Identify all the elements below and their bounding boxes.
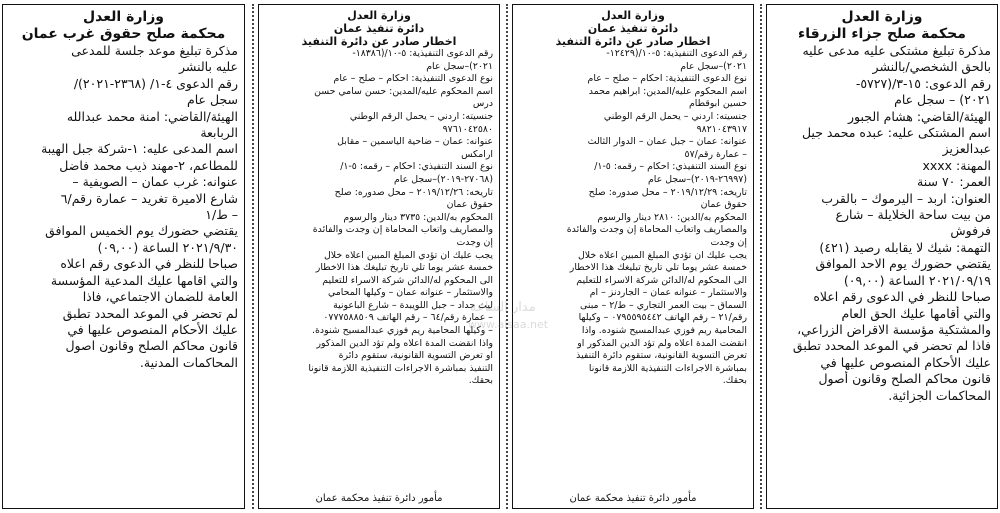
notice-line: المحكوم به/الدين: ٢٨١٠ دينار والرسوم <box>597 211 747 223</box>
notice-line: المحامية ريم فوزي عبدالمسيح شنوده. واذا <box>581 325 747 337</box>
notice-line: ٢٠٢١/٩/٣٠ الساعة (٠٩,٠٠) <box>97 239 238 255</box>
notice-header <box>773 9 991 43</box>
notice-line: عليك الأحكام المنصوص عليها في <box>67 321 238 337</box>
notice-signature: مأمور دائرة تنفيذ محكمة عمان <box>315 493 443 504</box>
notice-line: عنوانه: عمان – ضاحية الياسمين – مقابل <box>337 136 493 148</box>
notice-line: انقضت المدة اعلاه ولم تؤد الدين المذكور او <box>577 337 747 349</box>
notice-line: حقوق عمان <box>700 199 747 211</box>
notice-line: فرفوش <box>950 223 991 239</box>
department-title: دائرة تنفيذ عمان <box>333 22 425 35</box>
notice-line: رقم الدعوى التنفيذية: ٥-١٠/(١٢٤٢٩- <box>606 48 747 59</box>
notice-line: والمصاريف واتعاب المحاماة إن وجدت والفائدة <box>312 224 493 236</box>
watermark-url: www.alsaa.net <box>468 318 549 331</box>
notice-line: يجب عليك ان تؤدي المبلغ المبين اعلاه خلال <box>578 249 747 261</box>
notice-line: عليه بالنشر <box>179 59 238 75</box>
notice-line: صباحا للنظر في الدعوى رقم اعلاه <box>60 256 238 272</box>
notice-line: يجب عليك ان تؤدي المبلغ المبين اعلاه خلال <box>324 249 493 261</box>
ministry-title: وزارة العدل <box>601 9 665 22</box>
notice-signature: مأمور دائرة تنفيذ محكمة عمان <box>569 493 697 504</box>
notice-amman-execution-12429 <box>512 4 754 509</box>
department-title: دائرة تنفيذ عمان <box>587 22 679 35</box>
notice-line: المحاكمات الجزائية. <box>888 387 991 403</box>
notice-type-title: اخطار صادر عن دائرة التنفيذ <box>301 35 457 48</box>
notice-line: فاذا لم تحضر في الموعد المحدد تطبق <box>792 338 991 354</box>
notice-line: ٢٠٢١)–سجل عام <box>680 60 747 72</box>
ministry-title: وزارة العدل <box>83 9 164 25</box>
notice-line: ٢٠٢١/٠٩/١٩ الساعة (٠٩,٠٠) <box>843 272 991 288</box>
notice-line: والمشتكية مؤسسة الاقراض الزراعي، <box>797 321 991 337</box>
notice-line: نوع الدعوى التنفيذية: احكام – صلح – عام <box>333 73 493 85</box>
notice-line: نوع الدعوى التنفيذية: احكام – صلح – عام <box>587 73 747 85</box>
notice-line: المحكوم به/الدين: ٣٧٣٥ دينار والرسوم <box>343 211 493 223</box>
notice-line: اسم المحكوم عليه/المدين: حسن سامي حسن <box>314 85 493 97</box>
notice-body <box>519 48 747 388</box>
notice-line: درس <box>472 98 493 110</box>
notice-line: – عمارة رقم/٥٧ <box>684 148 747 160</box>
notice-line: يقتضي حضورك يوم الخميس الموافق <box>45 223 238 239</box>
notice-line: مذكرة تبليغ موعد جلسة للمدعى <box>71 43 238 58</box>
notice-line: والتي اقامها عليك المدعية المؤسسة <box>50 272 238 288</box>
notice-line: ارامكس <box>461 148 493 160</box>
notice-line: العامة للضمان الاجتماعي، فاذا <box>82 289 238 305</box>
notice-line: تاريخه: ٢٠١٩/١٢/٢٩ – محل صدوره: صلح <box>588 186 747 198</box>
notice-line: تاريخه: ٢٠١٩/١٢/٢٦ – محل صدوره: صلح <box>334 186 493 198</box>
notice-line: عنوانه: عمان – جبل عمان – الدوار الثالث <box>587 136 747 148</box>
notice-line: رقم/٢١ – رقم الهاتف ٠٧٩٥٥٩٥٤٤٢ – وكيلها <box>578 312 747 324</box>
notice-line: سجل عام <box>187 92 238 108</box>
notice-line: للمطاعم، ٢-مهند ذيب محمد فاضل <box>59 157 238 173</box>
notice-line: اسم المدعى عليه: ١-شركة جبل الهيبة <box>41 141 238 157</box>
column-divider <box>760 4 762 509</box>
notice-line: لم تحضر في الموعد المحدد تطبق <box>62 305 238 321</box>
notice-line: الربابعة <box>200 125 238 141</box>
notice-line: رقم الدعوى التنفيذية: ٥-١٠/(١٨٣٨٦- <box>352 48 493 59</box>
notice-line: السماق – بيت العمر التجاري – ط/٢ – مبنى <box>580 299 747 311</box>
notice-line: بحقك. <box>468 375 493 387</box>
notice-line: تعرض التسوية القانونية، ستقوم دائرة التنفيذ <box>576 350 747 362</box>
notice-line: مذكرة تبليغ مشتكى عليه مدعى عليه <box>802 43 991 58</box>
notice-line: ٩٧٦١٠٤٢٥٨٠ <box>442 123 493 135</box>
notice-zarqa-criminal-court <box>766 4 998 509</box>
notice-line: الهيئة/القاضي: امنة محمد عبدالله <box>66 108 238 124</box>
notice-line: (٢٧٠٦٨-٢٠١٩)–سجل عام <box>394 173 493 185</box>
watermark-arabic: مدار الساعة <box>470 300 536 315</box>
notice-body <box>265 48 493 388</box>
notice-header <box>9 9 238 43</box>
notice-line: بحقك. <box>722 375 747 387</box>
court-title: محكمة صلح حقوق غرب عمان <box>21 26 226 42</box>
notice-line: ليث حداد – جبل اللويبدة – شارع الباعونية <box>333 299 493 311</box>
notice-line: – عمارة رقم/٦٤ – رقم الهاتف ٠٧٧٧٥٨٨٥٠٩ <box>323 312 493 324</box>
notice-line: المهنة: xxxx <box>922 157 991 173</box>
notice-line: الهيئة/القاضي: هشام الجبور <box>847 108 991 124</box>
notice-type-title: اخطار صادر عن دائرة التنفيذ <box>555 35 711 48</box>
notice-line: إن وجدت <box>710 236 747 248</box>
notice-line: ٩٨٢١٠٤٣٩١٧ <box>696 123 747 135</box>
notice-line: العمر: ٧٠ سنة <box>917 174 991 190</box>
column-divider <box>252 4 254 509</box>
notice-line: خمسة عشر يوما تلي تاريخ تبليغك هذا الاخطار <box>569 262 747 274</box>
notice-line: الى المحكوم له/الدائن شركة الاسراء للتعليم <box>322 274 493 286</box>
notice-line: بمباشرة الاجراءات التنفيذية اللازمة قانونا <box>588 362 747 374</box>
notice-line: والمصاريف واتعاب المحاماة إن وجدت والفائدة <box>566 224 747 236</box>
notice-line: يقتضي حضورك يوم الاحد الموافق <box>815 256 991 272</box>
notice-line: او تعرض التسوية القانونية، ستقوم دائرة <box>338 350 493 362</box>
notice-line: إن وجدت <box>456 236 493 248</box>
notice-line: العنوان: اربد – اليرموك – بالقرب <box>821 190 991 206</box>
notice-line: حقوق عمان <box>446 199 493 211</box>
notice-line: من بيت ساحة الخلايلة – شارع <box>835 207 991 223</box>
notice-line: الى المحكوم له/الدائن شركة الاسراء للتعليم <box>576 274 747 286</box>
notice-line: رقم الدعوى: ١٥-٣/(٥٧٢٧- <box>855 75 991 91</box>
notice-body <box>9 43 238 371</box>
notice-line: عليك الأحكام المنصوص عليها في <box>820 354 991 370</box>
notice-header <box>519 9 747 48</box>
notice-line: (٢٦٩٩٧-٢٠١٩)–سجل عام <box>648 173 747 185</box>
notice-line: ٢٠٢١)–سجل عام <box>426 60 493 72</box>
notice-line: قانون محاكم الصلح وقانون أصول <box>818 371 991 387</box>
notice-line: اسم المشتكى عليه: عبده محمد جيل <box>801 125 991 141</box>
court-title: محكمة صلح جزاء الزرقاء <box>798 26 966 42</box>
notice-line: جنسيته: اردني – يحمل الرقم الوطني <box>603 110 747 122</box>
notice-line: عبدالعزيز <box>942 141 991 157</box>
notice-line: حسين ابوقطام <box>689 98 747 110</box>
ministry-title: وزارة العدل <box>841 9 923 25</box>
notice-line: التهمة: شيك لا يقابله رصيد (٤٢١) <box>819 239 991 255</box>
notice-line: – ط/١ <box>205 207 238 223</box>
ministry-title: وزارة العدل <box>347 9 411 22</box>
notice-line: – وكيلها المحامية ريم فوزي عبدالمسيح شنودة. <box>312 325 493 337</box>
column-divider <box>506 4 508 509</box>
notice-west-amman-civil-court <box>2 4 245 509</box>
notice-line: قانون محاكم الصلح وقانون اصول <box>65 338 238 354</box>
notice-amman-execution-18386 <box>258 4 500 509</box>
notice-line: ٢٠٢١) – سجل عام <box>894 92 991 108</box>
notice-line: رقم الدعوى ٤-١/ (٢٣٦٨-٢٠٢١)/ <box>73 75 238 91</box>
notice-line: التنفيذ بمباشرة الاجراءات التنفيذية اللازمة قانونا <box>308 362 493 374</box>
notice-line: صباحا للنظر في الدعوى رقم اعلاه <box>813 289 991 305</box>
notice-line: خمسة عشر يوما تلي تاريخ تبليغك هذا الاخطار <box>315 262 493 274</box>
notice-line: واذا انقضت المدة اعلاه ولم تؤد الدين المذكور <box>316 337 493 349</box>
notice-line: شارع الاميرة تغريد – عمارة رقم/٦ <box>60 190 238 206</box>
notice-line: نوع السند التنفيذي: احكام – رقمه: ٥-١/ <box>594 161 747 173</box>
notice-line: جنسيته: اردني – يحمل الرقم الوطني <box>349 110 493 122</box>
notice-header <box>265 9 493 48</box>
notice-line: والاستثمار – عنوانه عمان – الجاردنز – ام <box>589 287 747 299</box>
notice-line: والتي أقامها عليك الحق العام <box>841 305 991 321</box>
notice-body <box>773 43 991 404</box>
notice-line: نوع السند التنفيذي: احكام – رقمه: ٥-١/ <box>340 161 493 173</box>
notice-line: بالحق الشخصي/بالنشر <box>872 59 991 75</box>
notice-line: المحاكمات المدنية. <box>139 354 238 370</box>
notice-line: عنوانه: غرب عمان – الصويفية – <box>72 174 238 190</box>
notice-line: اسم المحكوم عليه/المدين: ابراهيم محمد <box>588 85 747 97</box>
notice-line: والاستثمار – عنوانه عمان – وكيلها المحامي <box>327 287 493 299</box>
